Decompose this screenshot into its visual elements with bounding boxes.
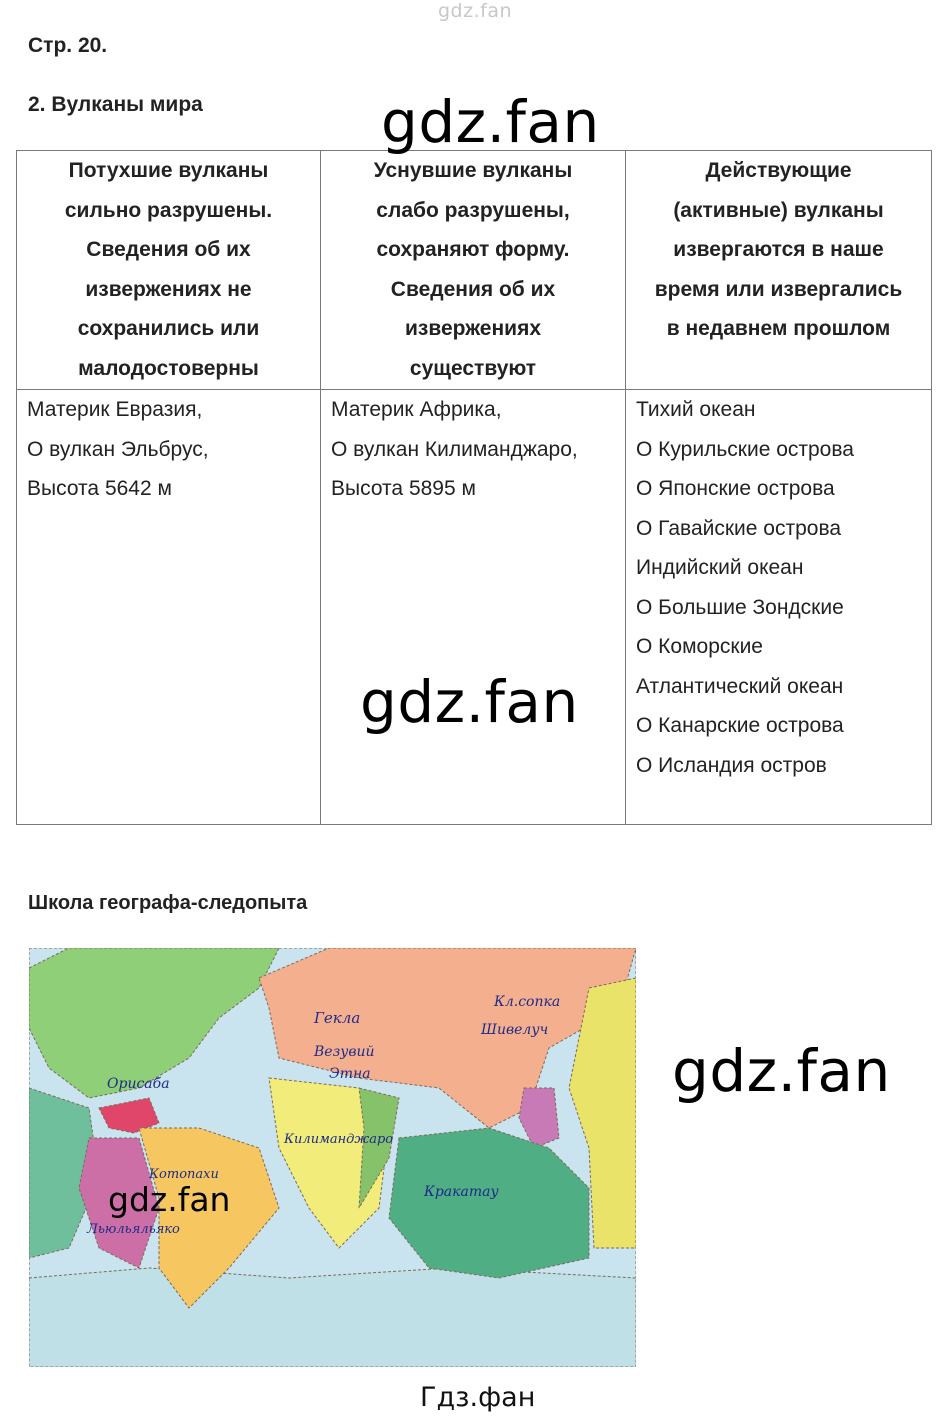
header-extinct (17, 151, 321, 390)
label-hekla: Гекла (314, 1009, 361, 1027)
header-line: извержениях (404, 317, 542, 340)
plate-antarctic (29, 1268, 636, 1367)
header-line: (активные) вулканы (673, 198, 884, 222)
label-etna: Этна (329, 1066, 371, 1082)
label-klyuchevskaya: Кл.сопка (494, 994, 561, 1010)
label-llullaillaco: Льюльяльяко (87, 1222, 180, 1237)
header-line: существуют (409, 356, 537, 380)
cell-line: О Гавайские острова (636, 516, 842, 540)
header-line: Потухшие вулканы (68, 159, 269, 182)
bottom-caption: Гдз.фан (420, 1382, 536, 1413)
tectonic-plates-map (29, 948, 636, 1367)
cell-line: О вулкан Килиманджаро, (331, 437, 578, 461)
header-line: Действующие (705, 159, 852, 182)
header-line: извержениях не (85, 277, 252, 301)
cell-line: Материк Евразия, (27, 398, 203, 421)
header-line: извергаются в наше (673, 238, 884, 261)
table-body-row (17, 390, 932, 825)
header-line: Сведения об их (86, 238, 251, 261)
cell-line: О Исландия остров (636, 753, 827, 777)
header-line: малодостоверны (78, 356, 259, 380)
cell-extinct (17, 390, 321, 825)
label-cotopaxi: Котопахи (149, 1167, 219, 1182)
cell-line: О вулкан Эльбрус, (27, 437, 209, 461)
cell-line: Атлантический океан (636, 674, 844, 698)
header-line: слабо разрушены, (376, 198, 570, 222)
label-krakatoa: Кракатау (424, 1184, 499, 1200)
header-line: время или извергались (654, 277, 903, 301)
cell-line: О Японские острова (636, 477, 835, 500)
header-line: сохраняют форму. (376, 238, 570, 261)
cell-active (626, 390, 932, 825)
watermark-map: gdz.fan (108, 1180, 231, 1219)
cell-line: Индийский океан (636, 556, 804, 579)
cell-line: Высота 5642 м (27, 477, 172, 500)
watermark-large-2: gdz.fan (360, 668, 579, 736)
watermark-large-3: gdz.fan (672, 1037, 891, 1105)
table-header-row (17, 151, 932, 390)
cell-dormant (321, 390, 626, 825)
header-line: в недавнем прошлом (666, 317, 891, 340)
header-active (626, 151, 932, 390)
section-title: Школа географа-следопыта (28, 892, 308, 914)
task-title: 2. Вулканы мира (28, 93, 203, 116)
header-line: сохранились или (77, 317, 260, 340)
label-orizaba: Орисаба (107, 1076, 170, 1092)
header-line: сильно разрушены. (64, 198, 273, 222)
header-dormant (321, 151, 626, 390)
cell-line: Материк Африка, (331, 398, 502, 421)
cell-line: Высота 5895 м (331, 477, 476, 500)
header-line: Сведения об их (390, 277, 556, 301)
watermark-top: gdz.fan (438, 0, 513, 22)
header-line: Уснувшие вулканы (373, 159, 573, 182)
cell-line: Тихий океан (636, 398, 756, 421)
cell-line: О Коморские (636, 635, 763, 658)
cell-line: О Большие Зондские (636, 595, 844, 619)
cell-line: О Курильские острова (636, 437, 854, 461)
label-vesuvius: Везувий (314, 1044, 375, 1060)
label-shiveluch: Шивелуч (481, 1022, 549, 1038)
watermark-large-1: gdz.fan (381, 88, 600, 156)
label-kilimanjaro: Килиманджаро (284, 1132, 394, 1147)
cell-line: О Канарские острова (636, 714, 844, 737)
page-reference: Стр. 20. (28, 34, 108, 57)
